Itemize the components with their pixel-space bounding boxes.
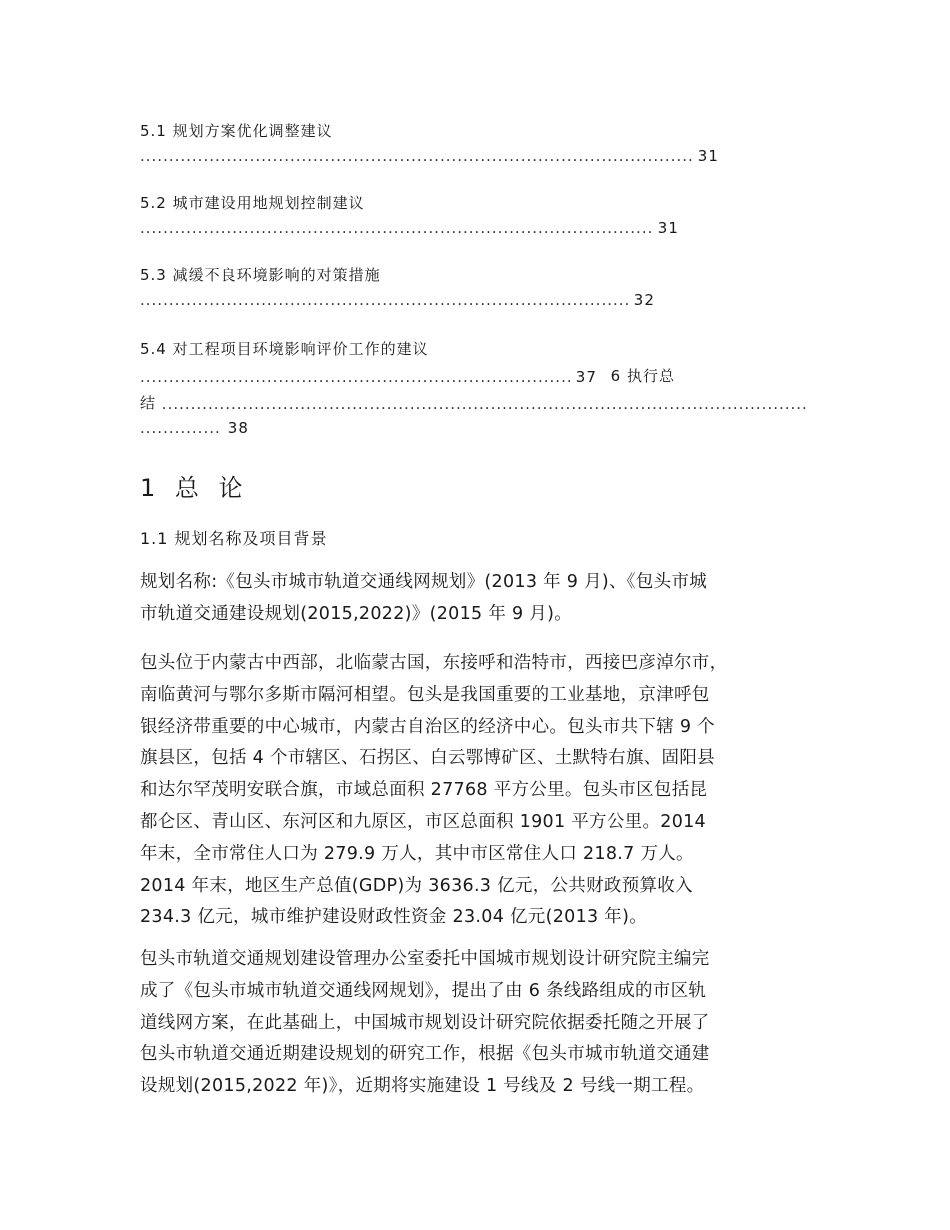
text-line: 包头市轨道交通规划建设管理办公室委托中国城市规划设计研究院主编完 <box>140 949 710 969</box>
text-line: 设规划(2015,2022 年)》，近期将实施建设 1 号线及 2 号线一期工程。 <box>140 1076 705 1097</box>
toc-entry-title[interactable]: 5.2 城市建设用地规划控制建议 <box>140 194 365 212</box>
toc-entry-title-tail: 结 <box>140 394 157 412</box>
toc-dot-leader <box>140 291 628 309</box>
paragraph-city-overview <box>140 648 840 934</box>
toc-entry-title[interactable]: 5.1 规划方案优化调整建议 <box>140 122 333 140</box>
toc-dot-leader <box>140 219 652 237</box>
text-line: 包头位于内蒙古中西部，北临蒙古国，东接呼和浩特市，西接巴彦淖尔市， <box>140 653 728 673</box>
text-line: 道线网方案，在此基础上，中国城市规划设计研究院依据委托随之开展了 <box>140 1012 710 1033</box>
paragraph-plan-name <box>140 567 840 631</box>
toc-entry-leader <box>140 147 719 165</box>
toc-entry-leader <box>140 291 655 309</box>
text-line: 2014 年末，地区生产总值(GDP)为 3636.3 亿元，公共财政预算收入 <box>140 875 693 896</box>
text-line: 银经济带重要的中心城市，内蒙古自治区的经济中心。包头市共下辖 9 个 <box>140 716 715 737</box>
toc-entry-leader <box>140 392 808 413</box>
section-heading: 1.1 规划名称及项目背景 <box>140 529 328 548</box>
toc-page-number: 32 <box>633 291 655 309</box>
toc-page-number: 31 <box>657 219 679 237</box>
text-line: 234.3 亿元，城市维护建设财政性资金 23.04 亿元(2013 年)。 <box>140 907 648 928</box>
toc-entry-title[interactable]: 5.3 减缓不良环境影响的对策措施 <box>140 266 381 284</box>
text-line: 都仑区、青山区、东河区和九原区，市区总面积 1901 平方公里。2014 <box>140 811 706 832</box>
text-line: 成了《包头市城市轨道交通线网规划》，提出了由 6 条线路组成的市区轨 <box>140 980 707 1001</box>
text-line: 规划名称:《包头市城市轨道交通线网规划》(2013 年 9 月)、《包头市城 <box>140 572 708 592</box>
toc-page-number: 37 <box>575 368 597 386</box>
toc-entry-title[interactable]: 6 执行总 <box>610 367 675 385</box>
toc-entry-leader <box>140 365 675 386</box>
toc-entry-leader <box>140 219 679 237</box>
paragraph-project-background <box>140 944 840 1103</box>
text-line: 旗县区，包括 4 个市辖区、石拐区、白云鄂博矿区、土默特右旗、固阳县 <box>140 748 715 769</box>
toc-entry-title[interactable]: 5.4 对工程项目环境影响评价工作的建议 <box>140 340 429 358</box>
toc-dot-leader <box>140 419 222 437</box>
text-line: 市轨道交通建设规划(2015,2022)》(2015 年 9 月)。 <box>140 603 573 624</box>
toc-page-number: 38 <box>227 419 249 437</box>
toc-dot-leader <box>140 147 692 165</box>
text-line: 包头市轨道交通近期建设规划的研究工作，根据《包头市城市轨道交通建 <box>140 1044 710 1065</box>
text-line: 南临黄河与鄂尔多斯市隔河相望。包头是我国重要的工业基地，京津呼包 <box>140 684 710 705</box>
chapter-heading: 1 总 论 <box>140 474 249 502</box>
text-line: 年末，全市常住人口为 279.9 万人，其中市区常住人口 218.7 万人。 <box>140 843 694 864</box>
toc-dot-leader <box>162 395 808 413</box>
toc-page-number: 31 <box>697 147 719 165</box>
text-line: 和达尔罕茂明安联合旗，市域总面积 27768 平方公里。包头市区包括昆 <box>140 780 708 801</box>
toc-dot-leader <box>140 368 570 386</box>
toc-entry-leader <box>140 419 249 437</box>
